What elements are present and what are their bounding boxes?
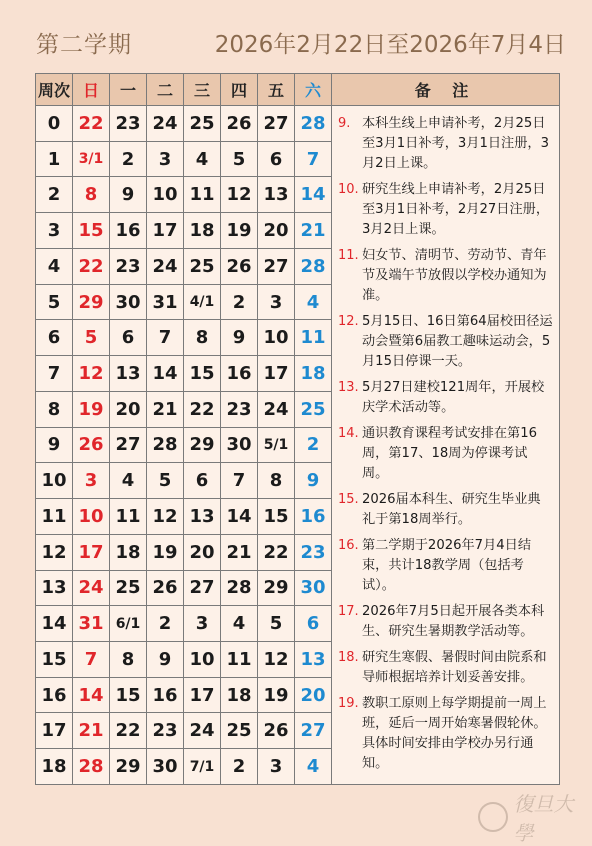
week-number: 18 [36, 749, 73, 785]
week-number: 0 [36, 106, 73, 142]
notes-panel [332, 106, 560, 785]
day-cell-wed: 20 [184, 534, 221, 570]
day-cell-fri: 26 [258, 713, 295, 749]
day-cell-sat: 18 [295, 356, 332, 392]
day-cell-wed: 8 [184, 320, 221, 356]
day-cell-fri: 5 [258, 606, 295, 642]
day-cell-fri: 19 [258, 677, 295, 713]
day-cell-tue: 24 [147, 248, 184, 284]
day-cell-fri: 17 [258, 356, 295, 392]
university-logo [478, 788, 592, 846]
day-cell-mon: 6 [110, 320, 147, 356]
note-number: 14. [338, 426, 359, 441]
week-column-header: 周次 [36, 74, 73, 106]
note-text: 本科生线上申请补考，2月25日至3月1日补考，3月1日注册，3月2日上课。 [362, 116, 550, 171]
day-cell-sat: 23 [295, 534, 332, 570]
day-cell-wed: 10 [184, 642, 221, 678]
day-cell-mon: 16 [110, 213, 147, 249]
day-cell-fri: 8 [258, 463, 295, 499]
day-cell-thu: 4 [221, 606, 258, 642]
day-cell-thu: 2 [221, 284, 258, 320]
day-cell-thu: 5 [221, 141, 258, 177]
day-cell-sun: 19 [73, 391, 110, 427]
day-cell-thu: 25 [221, 713, 258, 749]
day-cell-tue: 31 [147, 284, 184, 320]
day-cell-sat: 13 [295, 642, 332, 678]
day-cell-mon: 15 [110, 677, 147, 713]
day-cell-fri: 27 [258, 106, 295, 142]
week-number: 13 [36, 570, 73, 606]
day-cell-tue: 30 [147, 749, 184, 785]
day-cell-sat: 9 [295, 463, 332, 499]
note-item [338, 490, 553, 530]
day-cell-wed: 4 [184, 141, 221, 177]
day-cell-wed: 29 [184, 427, 221, 463]
day-cell-mon: 22 [110, 713, 147, 749]
week-number: 7 [36, 356, 73, 392]
date-range: 2026年2月22日至2026年7月4日 [214, 32, 566, 58]
day-cell-wed: 6 [184, 463, 221, 499]
day-cell-mon: 20 [110, 391, 147, 427]
day-header-thu: 四 [221, 74, 258, 106]
day-cell-sun: 3 [73, 463, 110, 499]
seal-icon [478, 802, 508, 832]
day-cell-wed: 17 [184, 677, 221, 713]
week-number: 11 [36, 499, 73, 535]
day-cell-wed: 22 [184, 391, 221, 427]
day-header-tue: 二 [147, 74, 184, 106]
day-cell-fri: 13 [258, 177, 295, 213]
day-cell-sun: 28 [73, 749, 110, 785]
note-item [338, 602, 553, 642]
day-header-mon: 一 [110, 74, 147, 106]
day-cell-sun: 21 [73, 713, 110, 749]
day-cell-sun: 15 [73, 213, 110, 249]
day-cell-wed: 4/1 [184, 284, 221, 320]
day-cell-mon: 13 [110, 356, 147, 392]
day-cell-mon: 4 [110, 463, 147, 499]
day-cell-tue: 12 [147, 499, 184, 535]
day-cell-tue: 28 [147, 427, 184, 463]
day-cell-mon: 27 [110, 427, 147, 463]
day-cell-tue: 14 [147, 356, 184, 392]
note-text: 妇女节、清明节、劳动节、青年节及端午节放假以学校办通知为准。 [362, 248, 547, 303]
day-cell-sun: 5 [73, 320, 110, 356]
week-number: 5 [36, 284, 73, 320]
week-row [36, 106, 560, 142]
day-cell-mon: 23 [110, 106, 147, 142]
day-cell-sun: 7 [73, 642, 110, 678]
day-cell-tue: 23 [147, 713, 184, 749]
day-cell-sat: 4 [295, 284, 332, 320]
day-cell-sat: 21 [295, 213, 332, 249]
day-cell-wed: 11 [184, 177, 221, 213]
day-cell-fri: 10 [258, 320, 295, 356]
day-cell-mon: 8 [110, 642, 147, 678]
day-cell-thu: 14 [221, 499, 258, 535]
day-header-sat: 六 [295, 74, 332, 106]
day-cell-thu: 11 [221, 642, 258, 678]
day-cell-sun: 22 [73, 106, 110, 142]
week-number: 14 [36, 606, 73, 642]
logo-text: 復旦大學 [513, 792, 574, 845]
day-cell-wed: 18 [184, 213, 221, 249]
day-cell-tue: 17 [147, 213, 184, 249]
day-cell-thu: 30 [221, 427, 258, 463]
day-cell-sat: 4 [295, 749, 332, 785]
day-cell-sat: 11 [295, 320, 332, 356]
day-cell-thu: 26 [221, 248, 258, 284]
note-text: 2026届本科生、研究生毕业典礼于第18周举行。 [362, 492, 541, 527]
note-text: 5月27日建校121周年，开展校庆学术活动等。 [362, 380, 545, 415]
note-item [338, 246, 553, 306]
note-text: 教职工原则上每学期提前一周上班，延后一周开始寒暑假轮休。具体时间安排由学校办另行通知。 [362, 696, 547, 771]
day-cell-thu: 21 [221, 534, 258, 570]
note-number: 19. [338, 696, 359, 711]
day-cell-sun: 26 [73, 427, 110, 463]
day-cell-sun: 12 [73, 356, 110, 392]
note-text: 通识教育课程考试安排在第16周，第17、18周为停课考试周。 [362, 426, 538, 481]
note-item [338, 180, 553, 240]
day-cell-mon: 30 [110, 284, 147, 320]
week-number: 4 [36, 248, 73, 284]
day-cell-tue: 3 [147, 141, 184, 177]
day-cell-sat: 14 [295, 177, 332, 213]
day-cell-sun: 29 [73, 284, 110, 320]
day-cell-fri: 15 [258, 499, 295, 535]
week-number: 12 [36, 534, 73, 570]
note-item [338, 312, 553, 372]
note-text: 5月15日、16日第64届校田径运动会暨第6届教工趣味运动会，5月15日停课一天。 [362, 314, 553, 369]
day-cell-tue: 2 [147, 606, 184, 642]
notes-header: 备 注 [332, 74, 560, 106]
week-number: 15 [36, 642, 73, 678]
day-cell-mon: 25 [110, 570, 147, 606]
day-cell-fri: 27 [258, 248, 295, 284]
day-cell-sat: 25 [295, 391, 332, 427]
day-cell-sat: 28 [295, 248, 332, 284]
note-number: 17. [338, 604, 359, 619]
day-cell-sat: 16 [295, 499, 332, 535]
day-cell-tue: 16 [147, 677, 184, 713]
day-cell-wed: 13 [184, 499, 221, 535]
day-cell-fri: 12 [258, 642, 295, 678]
page-header [0, 0, 592, 70]
day-cell-sun: 31 [73, 606, 110, 642]
day-cell-fri: 3 [258, 284, 295, 320]
week-number: 16 [36, 677, 73, 713]
day-cell-thu: 7 [221, 463, 258, 499]
day-cell-wed: 7/1 [184, 749, 221, 785]
note-item [338, 694, 553, 774]
day-cell-fri: 20 [258, 213, 295, 249]
note-number: 15. [338, 492, 359, 507]
day-cell-wed: 3 [184, 606, 221, 642]
day-cell-wed: 15 [184, 356, 221, 392]
week-number: 9 [36, 427, 73, 463]
note-text: 研究生线上申请补考，2月25日至3月1日补考，2月27日注册，3月2日上课。 [362, 182, 550, 237]
day-cell-sat: 2 [295, 427, 332, 463]
day-header-wed: 三 [184, 74, 221, 106]
day-cell-mon: 2 [110, 141, 147, 177]
day-cell-thu: 2 [221, 749, 258, 785]
day-cell-tue: 10 [147, 177, 184, 213]
day-cell-sun: 3/1 [73, 141, 110, 177]
note-item [338, 114, 553, 174]
day-cell-fri: 6 [258, 141, 295, 177]
day-cell-tue: 5 [147, 463, 184, 499]
note-number: 13. [338, 380, 359, 395]
week-number: 10 [36, 463, 73, 499]
day-cell-wed: 25 [184, 106, 221, 142]
note-number: 11. [338, 248, 359, 263]
day-cell-fri: 22 [258, 534, 295, 570]
week-number: 1 [36, 141, 73, 177]
day-cell-sun: 17 [73, 534, 110, 570]
note-text: 2026年7月5日起开展各类本科生、研究生暑期教学活动等。 [362, 604, 545, 639]
day-cell-mon: 29 [110, 749, 147, 785]
day-cell-thu: 19 [221, 213, 258, 249]
calendar-table [35, 73, 560, 785]
day-cell-tue: 24 [147, 106, 184, 142]
day-cell-wed: 27 [184, 570, 221, 606]
day-cell-sat: 20 [295, 677, 332, 713]
day-cell-tue: 9 [147, 642, 184, 678]
day-cell-sun: 22 [73, 248, 110, 284]
day-cell-thu: 28 [221, 570, 258, 606]
day-cell-sun: 14 [73, 677, 110, 713]
day-cell-sun: 10 [73, 499, 110, 535]
day-cell-fri: 29 [258, 570, 295, 606]
day-cell-sat: 7 [295, 141, 332, 177]
day-cell-thu: 18 [221, 677, 258, 713]
day-cell-thu: 23 [221, 391, 258, 427]
day-header-fri: 五 [258, 74, 295, 106]
day-cell-thu: 16 [221, 356, 258, 392]
day-cell-sat: 6 [295, 606, 332, 642]
day-cell-fri: 24 [258, 391, 295, 427]
day-cell-fri: 5/1 [258, 427, 295, 463]
day-cell-sun: 8 [73, 177, 110, 213]
day-cell-tue: 7 [147, 320, 184, 356]
note-item [338, 648, 553, 688]
day-cell-mon: 6/1 [110, 606, 147, 642]
day-header-sun: 日 [73, 74, 110, 106]
day-cell-thu: 26 [221, 106, 258, 142]
note-number: 10. [338, 182, 359, 197]
day-cell-mon: 18 [110, 534, 147, 570]
day-cell-sat: 28 [295, 106, 332, 142]
week-number: 17 [36, 713, 73, 749]
week-number: 2 [36, 177, 73, 213]
day-cell-tue: 21 [147, 391, 184, 427]
note-text: 研究生寒假、暑假时间由院系和导师根据培养计划妥善安排。 [362, 650, 547, 685]
day-cell-sat: 30 [295, 570, 332, 606]
day-cell-thu: 9 [221, 320, 258, 356]
week-number: 8 [36, 391, 73, 427]
day-cell-mon: 9 [110, 177, 147, 213]
day-cell-wed: 24 [184, 713, 221, 749]
day-cell-sat: 27 [295, 713, 332, 749]
semester-title: 第二学期 [36, 32, 132, 58]
note-number: 12. [338, 314, 359, 329]
day-cell-fri: 3 [258, 749, 295, 785]
note-item [338, 378, 553, 418]
week-number: 3 [36, 213, 73, 249]
day-cell-tue: 19 [147, 534, 184, 570]
note-number: 18. [338, 650, 359, 665]
header-row [36, 74, 560, 106]
day-cell-sun: 24 [73, 570, 110, 606]
day-cell-wed: 25 [184, 248, 221, 284]
note-number: 9. [338, 116, 351, 131]
note-text: 第二学期于2026年7月4日结束，共计18教学周（包括考试）。 [362, 538, 532, 593]
day-cell-tue: 26 [147, 570, 184, 606]
note-item [338, 424, 553, 484]
day-cell-mon: 23 [110, 248, 147, 284]
week-number: 6 [36, 320, 73, 356]
day-cell-mon: 11 [110, 499, 147, 535]
note-item [338, 536, 553, 596]
day-cell-thu: 12 [221, 177, 258, 213]
note-number: 16. [338, 538, 359, 553]
